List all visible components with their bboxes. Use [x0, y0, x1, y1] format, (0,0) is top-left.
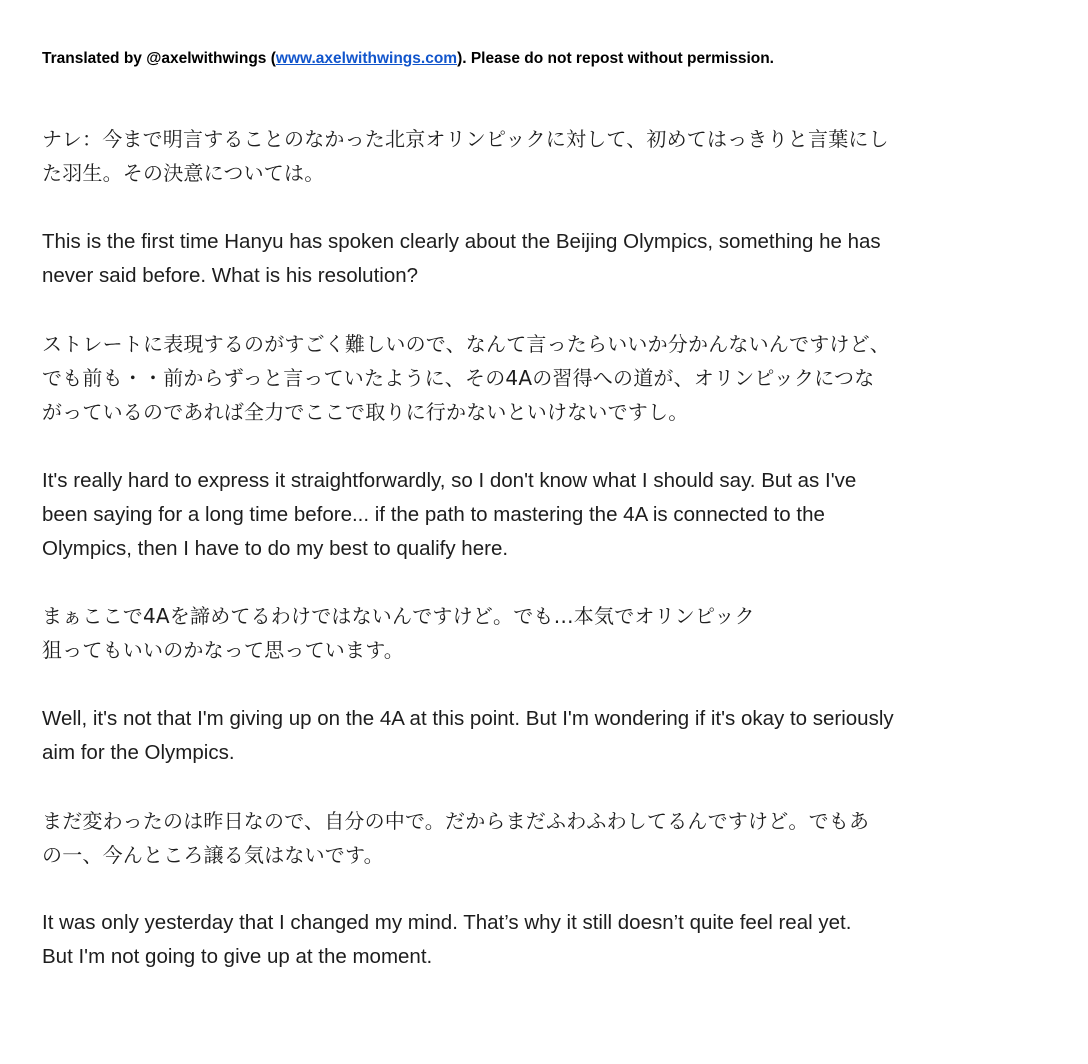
paragraph-line: ストレートに表現するのがすごく難しいので、なんて言ったらいいか分かんないんですけど、: [42, 332, 890, 356]
paragraph-line: It's really hard to express it straightforwardly, so I don't know what I should say. But as I've: [42, 469, 857, 492]
paragraph-line: の一、今んところ譲る気はないです。: [42, 843, 384, 867]
paragraph-line: never said before. What is his resolution?: [42, 264, 419, 287]
paragraph-japanese-3: [42, 599, 1047, 667]
paragraph-line: Well, it's not that I'm giving up on the 4A at this point. But I'm wondering if it's okay to seriously: [42, 707, 894, 730]
paragraph-english-4: [42, 906, 1047, 974]
paragraph-line: This is the first time Hanyu has spoken clearly about the Beijing Olympics, something he has: [42, 230, 881, 253]
paragraph-line: た羽生。その決意については。: [42, 161, 325, 185]
credit-prefix: Translated by @axelwithwings (: [42, 50, 276, 67]
paragraph-japanese-1: [42, 122, 1047, 190]
credit-website-link[interactable]: www.axelwithwings.com: [275, 50, 458, 67]
paragraph-english-3: [42, 702, 1047, 770]
paragraph-line: It was only yesterday that I changed my mind. That’s why it still doesn’t quite feel real yet.: [42, 911, 852, 934]
paragraph-line: But I'm not going to give up at the moment.: [42, 945, 433, 968]
paragraph-japanese-2: [42, 327, 1047, 429]
paragraph-line: ナレ：今まで明言することのなかった北京オリンピックに対して、初めてはっきりと言葉にし: [42, 127, 889, 151]
paragraph-line: まだ変わったのは昨日なので、自分の中で。だからまだふわふわしてるんですけど。でもあ: [42, 809, 870, 833]
paragraph-english-2: [42, 464, 1047, 566]
paragraph-line: がっているのであれば全力でここで取りに行かないといけないですし。: [42, 400, 689, 424]
translation-credit: [42, 49, 774, 69]
paragraph-line: been saying for a long time before... if the path to mastering the 4A is connected to the: [42, 503, 825, 526]
credit-suffix: ). Please do not repost without permission.: [457, 50, 774, 67]
paragraph-line: まぁここで4Aを諦めてるわけではないんですけど。でも…本気でオリンピック: [42, 604, 755, 628]
paragraph-line: Olympics, then I have to do my best to qualify here.: [42, 537, 509, 560]
paragraph-japanese-4: [42, 804, 1047, 872]
paragraph-line: aim for the Olympics.: [42, 741, 235, 764]
paragraph-english-1: [42, 225, 1047, 293]
paragraph-line: でも前も・・前からずっと言っていたように、その4Aの習得への道が、オリンピックにつな: [42, 366, 875, 390]
paragraph-line: 狙ってもいいのかなって思っています。: [42, 638, 404, 662]
